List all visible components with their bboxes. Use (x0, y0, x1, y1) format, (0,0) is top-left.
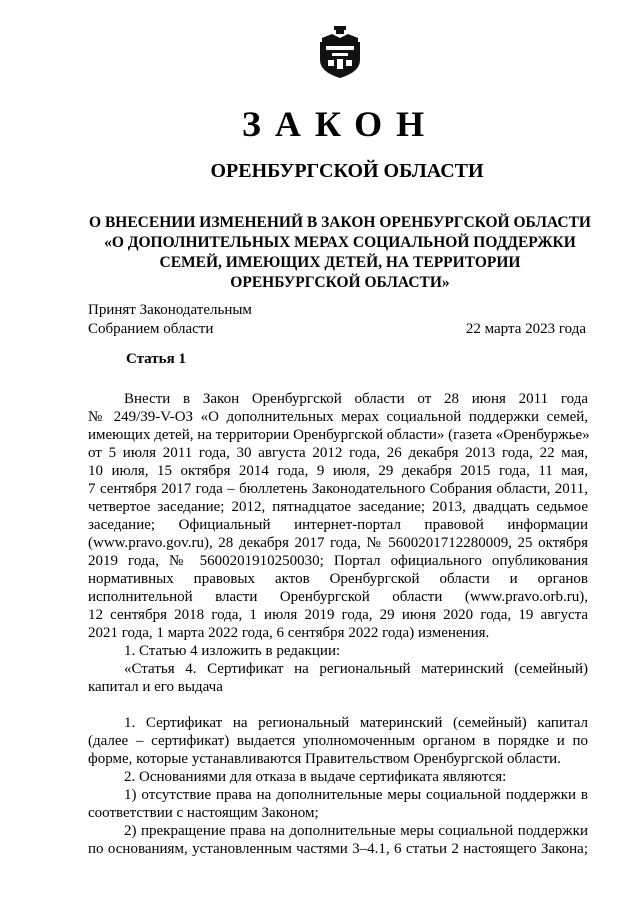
text-line: 2. Основаниями для отказа в выдаче сертификата являются: (124, 769, 507, 785)
document-region: ОРЕНБУРГСКОЙ ОБЛАСТИ (210, 160, 484, 182)
text-line: 12 сентября 2018 года, 1 июля 2019 года, 29 июня 2020 года, 19 августа (88, 607, 588, 623)
text-line: 10 июля, 15 октября 2014 года, 9 июля, 29 декабря 2015 года, 11 мая, (88, 463, 588, 479)
text-line: четвертое заседание; 2012, пятнадцатое заседание; 2013, двадцать седьмое (88, 499, 588, 515)
text-line: (далее – сертификат) выдается уполномоченным органом в порядке и по (88, 733, 588, 749)
text-line: от 5 июля 2011 года, 30 августа 2012 года, 26 декабря 2013 года, 22 мая, (88, 445, 588, 461)
adoption-line: Собранием области (88, 321, 214, 337)
text-line: заседание; Официальный интернет-портал правовой информации (88, 517, 588, 533)
text-line: форме, которые устанавливаются Правительством Оренбургской области. (88, 751, 561, 767)
text-line: исполнительной власти Оренбургской области (www.pravo.orb.ru), (88, 589, 588, 605)
adoption-date: 22 марта 2023 года (465, 321, 586, 337)
text-line: 7 сентября 2017 года – бюллетень Законодательного Собрания области, 2011, (88, 481, 588, 497)
text-line: имеющих детей, на территории Оренбургской области» (газета «Оренбуржье» (88, 427, 590, 443)
adoption-line: Принят Законодательным (88, 302, 252, 318)
text-line: № 249/39-V-ОЗ «О дополнительных мерах социальной поддержки семей, (88, 409, 588, 425)
text-line: по основаниям, установленным частями 3–4.1, 6 статьи 2 настоящего Закона; (88, 841, 588, 857)
text-line: 2) прекращение права на дополнительные меры социальной поддержки (124, 823, 588, 839)
text-line: 2021 года, 1 марта 2022 года, 6 сентября 2022 года) изменения. (88, 625, 490, 641)
text-line: 1. Сертификат на региональный материнский (семейный) капитал (124, 715, 588, 731)
text-line: «Статья 4. Сертификат на региональный материнский (семейный) (124, 661, 588, 677)
text-line: нормативных правовых актов Оренбургской области и органов (88, 571, 588, 587)
text-line: 2019 года, № 5600201910250030; Портал официального опубликования (88, 553, 588, 569)
article-title: Статья 1 (126, 351, 186, 367)
text-line: 1. Статью 4 изложить в редакции: (124, 643, 341, 659)
document-subject (0, 213, 624, 293)
document-title: ЗАКОН (241, 104, 439, 144)
adoption-authority (88, 301, 252, 339)
text-line: 1) отсутствие права на дополнительные меры социальной поддержки в (124, 787, 588, 803)
text-line: капитал и его выдача (88, 679, 223, 695)
text-line: соответствии с настоящим Законом; (88, 805, 319, 821)
coat-of-arms-emblem (318, 26, 362, 78)
text-line: Внести в Закон Оренбургской области от 28 июня 2011 года (124, 391, 588, 407)
subject-line: СЕМЕЙ, ИМЕЮЩИХ ДЕТЕЙ, НА ТЕРРИТОРИИ (159, 254, 521, 271)
subject-line: О ВНЕСЕНИИ ИЗМЕНЕНИЙ В ЗАКОН ОРЕНБУРГСКОЙ ОБЛАСТИ (89, 214, 591, 231)
text-line: (www.pravo.gov.ru), 28 декабря 2017 года, № 5600201712280009, 25 октября (88, 535, 588, 551)
subject-line: ОРЕНБУРГСКОЙ ОБЛАСТИ» (230, 274, 450, 291)
subject-line: «О ДОПОЛНИТЕЛЬНЫХ МЕРАХ СОЦИАЛЬНОЙ ПОДДЕРЖКИ (104, 234, 576, 251)
